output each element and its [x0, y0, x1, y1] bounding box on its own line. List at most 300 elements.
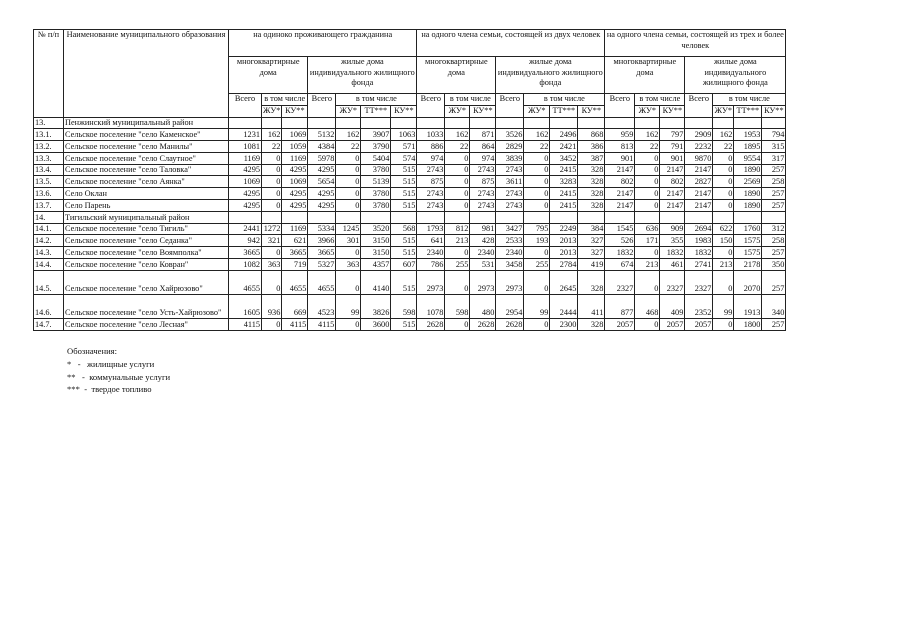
cell-value: 5139: [361, 176, 391, 188]
cell-value: 0: [262, 188, 282, 200]
cell-value: 641: [417, 235, 445, 247]
cell-value: 2743: [470, 164, 496, 176]
cell-value: 2741: [685, 259, 713, 271]
cell-value: 4295: [282, 164, 308, 176]
cell-value: 2013: [550, 235, 578, 247]
cell-value: 5132: [308, 129, 336, 141]
cell-value: 598: [445, 294, 470, 318]
cell-value: 5654: [308, 176, 336, 188]
cell-value: 0: [635, 270, 660, 294]
cell-value: [417, 211, 445, 223]
cell-value: [336, 117, 361, 129]
col-header-name: Наименование муниципального образования: [64, 30, 229, 118]
cell-value: 428: [470, 235, 496, 247]
row-name: Село Парень: [64, 200, 229, 212]
cell-value: 257: [762, 270, 786, 294]
cell-value: 2057: [660, 318, 685, 330]
cell-value: 802: [605, 176, 635, 188]
header-ku: КУ**: [391, 105, 417, 117]
cell-value: 258: [762, 235, 786, 247]
cell-value: 1069: [229, 176, 262, 188]
cell-value: 0: [713, 318, 734, 330]
cell-value: 22: [445, 141, 470, 153]
cell-value: 171: [635, 235, 660, 247]
cell-value: [391, 211, 417, 223]
cell-value: 531: [470, 259, 496, 271]
cell-value: 1063: [391, 129, 417, 141]
cell-value: 0: [713, 176, 734, 188]
cell-value: 3790: [361, 141, 391, 153]
cell-value: 4140: [361, 270, 391, 294]
cell-value: [308, 117, 336, 129]
cell-value: 981: [470, 223, 496, 235]
cell-value: 1953: [734, 129, 762, 141]
cell-value: 0: [713, 247, 734, 259]
legend-item-ku: ** - коммунальные услуги: [67, 371, 171, 382]
cell-value: 0: [445, 318, 470, 330]
cell-value: 99: [524, 294, 550, 318]
cell-value: 162: [262, 129, 282, 141]
cell-value: 526: [605, 235, 635, 247]
subheader-house: жилые дома индивидуального жилищного фонда: [496, 57, 605, 94]
cell-value: 515: [391, 235, 417, 247]
tariff-table-sheet: [33, 29, 786, 331]
cell-value: 1545: [605, 223, 635, 235]
cell-value: 257: [762, 247, 786, 259]
cell-value: 4655: [308, 270, 336, 294]
cell-value: 3665: [282, 247, 308, 259]
cell-value: 9870: [685, 152, 713, 164]
cell-value: 0: [524, 164, 550, 176]
cell-value: 0: [713, 200, 734, 212]
cell-value: [417, 117, 445, 129]
cell-value: 22: [524, 141, 550, 153]
cell-value: 340: [762, 294, 786, 318]
cell-value: 1890: [734, 200, 762, 212]
header-zhu: ЖУ*: [336, 105, 361, 117]
table-row: [34, 318, 786, 330]
cell-value: [550, 117, 578, 129]
row-number: 14.5.: [34, 270, 64, 294]
cell-value: 974: [417, 152, 445, 164]
cell-value: 1169: [282, 152, 308, 164]
group-header-two-person: на одного члена семьи, состоящей из двух человек: [417, 30, 605, 57]
cell-value: [391, 117, 417, 129]
cell-value: 2340: [496, 247, 524, 259]
cell-value: 1760: [734, 223, 762, 235]
cell-value: 409: [660, 294, 685, 318]
cell-value: [635, 117, 660, 129]
cell-value: 3780: [361, 188, 391, 200]
cell-value: 2628: [470, 318, 496, 330]
cell-value: 2147: [685, 164, 713, 176]
cell-value: 2954: [496, 294, 524, 318]
cell-value: 2784: [550, 259, 578, 271]
row-name: Тигильский муниципальный район: [64, 211, 229, 223]
legend-item-zhu: * - жилищные услуги: [67, 358, 155, 369]
cell-value: 0: [445, 247, 470, 259]
cell-value: 2973: [470, 270, 496, 294]
cell-value: 802: [660, 176, 685, 188]
cell-value: 193: [524, 235, 550, 247]
cell-value: 328: [578, 270, 605, 294]
cell-value: 1069: [282, 129, 308, 141]
header-incl: в том числе: [262, 94, 308, 106]
header-ku: КУ**: [762, 105, 786, 117]
row-name: Сельское поселение "село Аянка": [64, 176, 229, 188]
header-total: Всего: [417, 94, 445, 118]
cell-value: 0: [336, 247, 361, 259]
row-name: Сельское поселение "село Хайрюзово": [64, 270, 229, 294]
row-number: 14.2.: [34, 235, 64, 247]
cell-value: 461: [660, 259, 685, 271]
cell-value: 328: [578, 200, 605, 212]
cell-value: 875: [417, 176, 445, 188]
cell-value: 0: [445, 188, 470, 200]
cell-value: 875: [470, 176, 496, 188]
header-total: Всего: [308, 94, 336, 118]
cell-value: 387: [578, 152, 605, 164]
cell-value: 3966: [308, 235, 336, 247]
cell-value: 150: [713, 235, 734, 247]
cell-value: 301: [336, 235, 361, 247]
cell-value: 213: [635, 259, 660, 271]
cell-value: 327: [578, 235, 605, 247]
cell-value: 0: [262, 152, 282, 164]
cell-value: 568: [391, 223, 417, 235]
row-name: Сельское поселение "село Слаутное": [64, 152, 229, 164]
header-total: Всего: [496, 94, 524, 118]
cell-value: 255: [445, 259, 470, 271]
cell-value: 355: [660, 235, 685, 247]
cell-value: 0: [262, 270, 282, 294]
cell-value: 515: [391, 188, 417, 200]
cell-value: 2496: [550, 129, 578, 141]
cell-value: [282, 117, 308, 129]
cell-value: 4384: [308, 141, 336, 153]
cell-value: [470, 211, 496, 223]
header-tt: ТТ***: [550, 105, 578, 117]
cell-value: 3780: [361, 200, 391, 212]
cell-value: 1605: [229, 294, 262, 318]
cell-value: 4655: [229, 270, 262, 294]
cell-value: [762, 211, 786, 223]
cell-value: 4115: [308, 318, 336, 330]
cell-value: 0: [635, 188, 660, 200]
cell-value: 942: [229, 235, 262, 247]
cell-value: 0: [336, 200, 361, 212]
row-number: 14.: [34, 211, 64, 223]
cell-value: 795: [524, 223, 550, 235]
cell-value: [308, 211, 336, 223]
row-number: 14.1.: [34, 223, 64, 235]
cell-value: 936: [262, 294, 282, 318]
cell-value: 3427: [496, 223, 524, 235]
row-number: 13.3.: [34, 152, 64, 164]
cell-value: 5404: [361, 152, 391, 164]
header-incl: в том числе: [635, 94, 685, 106]
cell-value: 4295: [229, 164, 262, 176]
cell-value: 468: [635, 294, 660, 318]
cell-value: 2415: [550, 188, 578, 200]
row-name: Сельское поселение "село Воямполка": [64, 247, 229, 259]
cell-value: 2352: [685, 294, 713, 318]
cell-value: [605, 211, 635, 223]
cell-value: 2249: [550, 223, 578, 235]
cell-value: [470, 117, 496, 129]
header-ku: КУ**: [282, 105, 308, 117]
header-total: Всего: [685, 94, 713, 118]
cell-value: 2421: [550, 141, 578, 153]
cell-value: 1169: [229, 152, 262, 164]
header-zhu: ЖУ*: [445, 105, 470, 117]
cell-value: 2415: [550, 200, 578, 212]
cell-value: 162: [635, 129, 660, 141]
cell-value: 0: [445, 270, 470, 294]
header-ku: КУ**: [470, 105, 496, 117]
cell-value: 0: [524, 188, 550, 200]
cell-value: 3611: [496, 176, 524, 188]
cell-value: 4357: [361, 259, 391, 271]
cell-value: 350: [762, 259, 786, 271]
header-zhu: ЖУ*: [713, 105, 734, 117]
cell-value: [578, 117, 605, 129]
cell-value: 2340: [470, 247, 496, 259]
cell-value: 674: [605, 259, 635, 271]
cell-value: 2743: [496, 164, 524, 176]
cell-value: 2232: [685, 141, 713, 153]
cell-value: 328: [578, 188, 605, 200]
cell-value: [361, 117, 391, 129]
cell-value: [578, 211, 605, 223]
cell-value: 0: [445, 152, 470, 164]
cell-value: 1800: [734, 318, 762, 330]
row-number: 14.7.: [34, 318, 64, 330]
cell-value: 2444: [550, 294, 578, 318]
cell-value: 1913: [734, 294, 762, 318]
cell-value: 328: [578, 164, 605, 176]
subheader-house: жилые дома индивидуального жилищного фонда: [685, 57, 786, 94]
tariff-table: [33, 29, 786, 331]
cell-value: 515: [391, 164, 417, 176]
cell-value: 162: [336, 129, 361, 141]
cell-value: 959: [605, 129, 635, 141]
header-total: Всего: [605, 94, 635, 118]
subheader-apartment: многоквартирные дома: [229, 57, 308, 94]
header-incl: в том числе: [713, 94, 786, 106]
cell-value: 515: [391, 318, 417, 330]
cell-value: 22: [336, 141, 361, 153]
cell-value: 0: [713, 188, 734, 200]
cell-value: 3826: [361, 294, 391, 318]
table-row: [34, 270, 786, 294]
cell-value: 868: [578, 129, 605, 141]
cell-value: 480: [470, 294, 496, 318]
cell-value: [496, 117, 524, 129]
cell-value: 4295: [229, 200, 262, 212]
table-row: [34, 188, 786, 200]
row-number: 13.6.: [34, 188, 64, 200]
cell-value: 0: [635, 152, 660, 164]
cell-value: 901: [605, 152, 635, 164]
cell-value: 794: [762, 129, 786, 141]
row-name: Сельское поселение "село Седанка": [64, 235, 229, 247]
cell-value: 2327: [660, 270, 685, 294]
cell-value: 0: [262, 318, 282, 330]
cell-value: 636: [635, 223, 660, 235]
table-row: [34, 141, 786, 153]
row-number: 14.6.: [34, 294, 64, 318]
cell-value: 2743: [496, 188, 524, 200]
cell-value: 22: [262, 141, 282, 153]
cell-value: 2057: [605, 318, 635, 330]
row-name: Сельское поселение "село Таловка": [64, 164, 229, 176]
cell-value: 2327: [605, 270, 635, 294]
cell-value: 4295: [229, 188, 262, 200]
row-name: Сельское поселение "село Усть-Хайрюзово": [64, 294, 229, 318]
cell-value: 901: [660, 152, 685, 164]
cell-value: 3283: [550, 176, 578, 188]
group-header-three-plus: на одного члена семьи, состоящей из трех и более человек: [605, 30, 786, 57]
table-row: [34, 152, 786, 164]
cell-value: 1059: [282, 141, 308, 153]
cell-value: [660, 117, 685, 129]
cell-value: 0: [336, 270, 361, 294]
cell-value: 515: [391, 200, 417, 212]
cell-value: 877: [605, 294, 635, 318]
cell-value: 2147: [685, 200, 713, 212]
cell-value: 2829: [496, 141, 524, 153]
cell-value: [524, 211, 550, 223]
table-row-district: [34, 117, 786, 129]
cell-value: [734, 211, 762, 223]
cell-value: 1890: [734, 188, 762, 200]
cell-value: 0: [445, 176, 470, 188]
cell-value: 0: [262, 247, 282, 259]
subheader-house: жилые дома индивидуального жилищного фонда: [308, 57, 417, 94]
cell-value: 515: [391, 270, 417, 294]
cell-value: 0: [635, 247, 660, 259]
table-row: [34, 294, 786, 318]
header-total: Всего: [229, 94, 262, 118]
cell-value: 1832: [685, 247, 713, 259]
cell-value: 2743: [417, 200, 445, 212]
cell-value: 4115: [282, 318, 308, 330]
header-incl: в том числе: [336, 94, 417, 106]
cell-value: [734, 117, 762, 129]
cell-value: 0: [445, 164, 470, 176]
cell-value: 328: [578, 318, 605, 330]
cell-value: 1078: [417, 294, 445, 318]
cell-value: [660, 211, 685, 223]
cell-value: 871: [470, 129, 496, 141]
cell-value: 0: [336, 188, 361, 200]
cell-value: 0: [262, 200, 282, 212]
cell-value: 864: [470, 141, 496, 153]
cell-value: 3780: [361, 164, 391, 176]
table-row: [34, 247, 786, 259]
cell-value: 3452: [550, 152, 578, 164]
cell-value: 812: [445, 223, 470, 235]
cell-value: 312: [762, 223, 786, 235]
cell-value: 3665: [229, 247, 262, 259]
cell-value: 257: [762, 318, 786, 330]
table-row: [34, 129, 786, 141]
cell-value: 257: [762, 164, 786, 176]
cell-value: 0: [336, 164, 361, 176]
cell-value: 321: [262, 235, 282, 247]
row-number: 14.3.: [34, 247, 64, 259]
row-name: Сельское поселение "село Манилы": [64, 141, 229, 153]
cell-value: 2743: [470, 200, 496, 212]
cell-value: 1983: [685, 235, 713, 247]
cell-value: 411: [578, 294, 605, 318]
cell-value: 1832: [605, 247, 635, 259]
cell-value: 0: [524, 247, 550, 259]
table-row: [34, 200, 786, 212]
header-zhu: ЖУ*: [635, 105, 660, 117]
cell-value: 327: [578, 247, 605, 259]
cell-value: 515: [391, 176, 417, 188]
cell-value: 813: [605, 141, 635, 153]
cell-value: 574: [391, 152, 417, 164]
cell-value: 213: [445, 235, 470, 247]
cell-value: 5334: [308, 223, 336, 235]
cell-value: [229, 211, 262, 223]
cell-value: 0: [445, 200, 470, 212]
cell-value: 4295: [282, 200, 308, 212]
cell-value: [685, 211, 713, 223]
cell-value: 1575: [734, 247, 762, 259]
cell-value: 3839: [496, 152, 524, 164]
cell-value: 0: [635, 176, 660, 188]
cell-value: 0: [262, 176, 282, 188]
cell-value: 0: [713, 152, 734, 164]
cell-value: [496, 211, 524, 223]
row-number: 13.4.: [34, 164, 64, 176]
cell-value: 3458: [496, 259, 524, 271]
cell-value: 255: [524, 259, 550, 271]
cell-value: 2415: [550, 164, 578, 176]
cell-value: 315: [762, 141, 786, 153]
header-tt: ТТ***: [734, 105, 762, 117]
header-incl: в том числе: [445, 94, 496, 106]
row-number: 13.1.: [34, 129, 64, 141]
cell-value: 2973: [496, 270, 524, 294]
cell-value: 0: [262, 164, 282, 176]
cell-value: 621: [282, 235, 308, 247]
cell-value: 2827: [685, 176, 713, 188]
cell-value: 3150: [361, 247, 391, 259]
table-body: [34, 117, 786, 330]
row-name: Сельское поселение "село Тигиль": [64, 223, 229, 235]
cell-value: [445, 117, 470, 129]
cell-value: 5978: [308, 152, 336, 164]
cell-value: 162: [445, 129, 470, 141]
cell-value: 5327: [308, 259, 336, 271]
header-ku: КУ**: [578, 105, 605, 117]
cell-value: 0: [524, 200, 550, 212]
cell-value: 2147: [605, 188, 635, 200]
cell-value: 2147: [605, 200, 635, 212]
cell-value: 571: [391, 141, 417, 153]
header-ku: КУ**: [660, 105, 685, 117]
cell-value: 3150: [361, 235, 391, 247]
cell-value: 0: [713, 164, 734, 176]
table-row: [34, 164, 786, 176]
cell-value: 257: [762, 200, 786, 212]
subheader-apartment: многоквартирные дома: [605, 57, 685, 94]
